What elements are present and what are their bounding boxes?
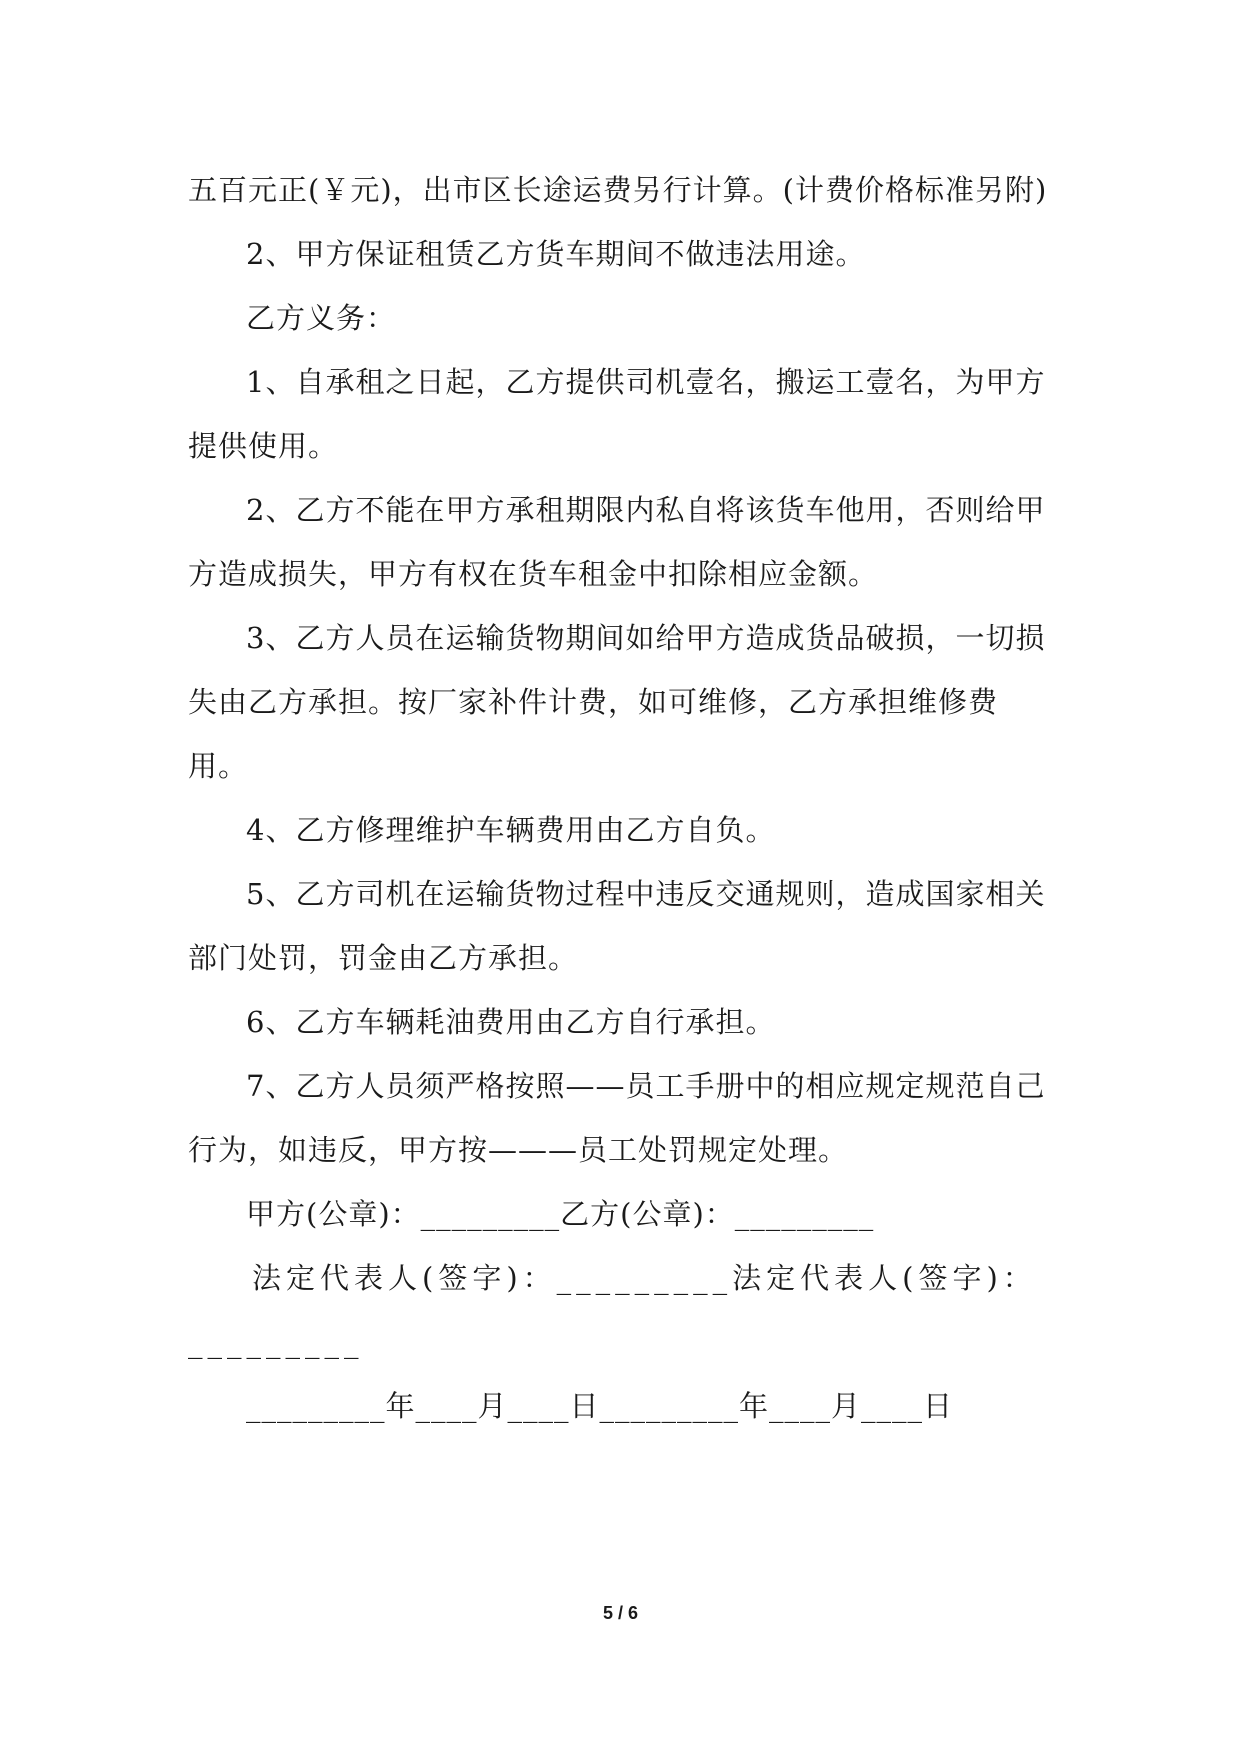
paragraph-fee-continuation: 五百元正(￥元)，出市区长途运费另行计算。(计费价格标准另附) bbox=[188, 173, 1048, 207]
paragraph-party-b-clause-6: 6、乙方车辆耗油费用由乙方自行承担。 bbox=[246, 1005, 776, 1039]
paragraph-party-b-clause-5: 5、乙方司机在运输货物过程中违反交通规则，造成国家相关部门处罚，罚金由乙方承担。 bbox=[188, 877, 1046, 975]
paragraph-party-a-clause-2: 2、甲方保证租赁乙方货车期间不做违法用途。 bbox=[246, 237, 866, 271]
heading-party-b-obligations: 乙方义务： bbox=[246, 301, 397, 335]
paragraph-party-b-clause-4: 4、乙方修理维护车辆费用由乙方自负。 bbox=[246, 813, 776, 847]
signature-seal-line: 甲方(公章)：_________乙方(公章)：_________ bbox=[246, 1197, 875, 1231]
paragraph-party-b-clause-2: 2、乙方不能在甲方承租期限内私自将该货车他用，否则给甲方造成损失，甲方有权在货车租金中扣除相应金额。 bbox=[188, 493, 1046, 591]
paragraph-party-b-clause-7: 7、乙方人员须严格按照——员工手册中的相应规定规范自己行为，如违反，甲方按———员工处罚规定处理。 bbox=[188, 1069, 1046, 1167]
paragraph-party-b-clause-3: 3、乙方人员在运输货物期间如给甲方造成货品破损，一切损失由乙方承担。按厂家补件计费，如可维修，乙方承担维修费用。 bbox=[188, 621, 1046, 783]
signature-representative-line: 法定代表人(签字)：_________法定代表人(签字)：_________ bbox=[188, 1261, 1037, 1359]
signature-date-line: _________年____月____日_________年____月____日 bbox=[246, 1389, 954, 1423]
document-body bbox=[188, 158, 1056, 1438]
paragraph-party-b-clause-1: 1、自承租之日起，乙方提供司机壹名，搬运工壹名，为甲方提供使用。 bbox=[188, 365, 1046, 463]
page-number: 5 / 6 bbox=[602, 1603, 639, 1623]
